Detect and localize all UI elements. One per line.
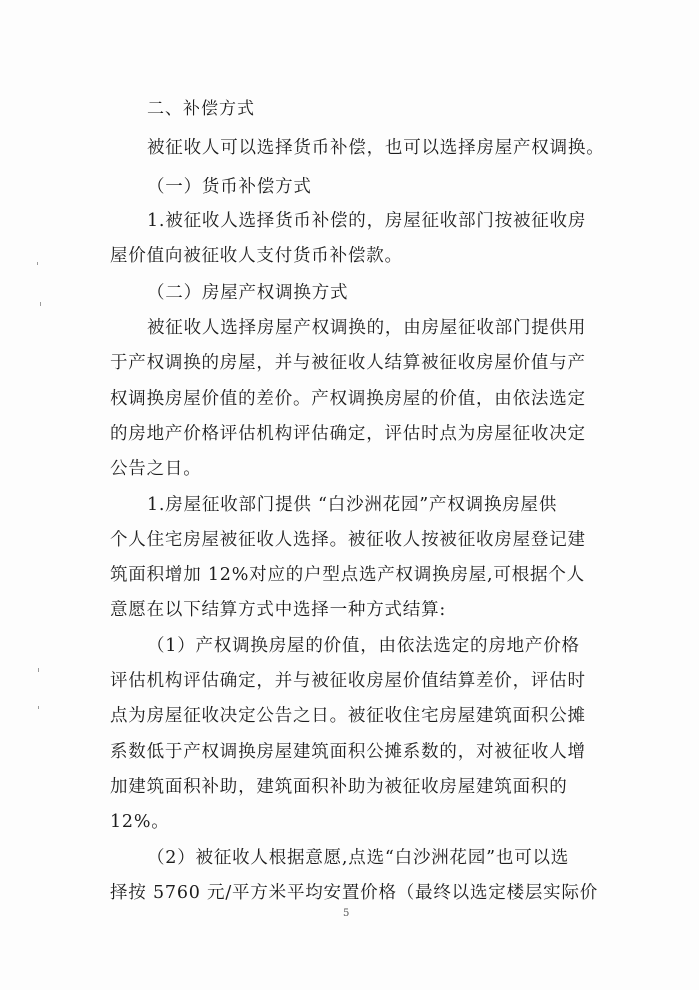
section-heading: 二、补偿方式: [147, 99, 255, 119]
paragraph-line: 被征收人可以选择货币补偿，也可以选择房屋产权调换。: [147, 138, 605, 158]
paragraph-line: 屋价值向被征收人支付货币补偿款。: [110, 246, 403, 266]
paragraph-line: 权调换房屋价值的差价。产权调换房屋的价值，由依法选定: [110, 389, 586, 409]
scan-mark: [38, 668, 39, 672]
paragraph-line: 被征收人选择房屋产权调换的，由房屋征收部门提供用: [147, 318, 587, 338]
paragraph-line: 公告之日。: [110, 459, 202, 479]
paragraph-line: 的房地产价格评估机构评估确定，评估时点为房屋征收决定: [110, 424, 586, 444]
paragraph-line: 择按 5760 元/平方米平均安置价格（最终以选定楼层实际价: [110, 883, 599, 903]
paragraph-line: （2）被征收人根据意愿,点选“白沙洲花园”也可以选: [147, 848, 570, 868]
paragraph-line: 系数低于产权调换房屋建筑面积公摊系数的，对被征收人增: [110, 742, 586, 762]
page-number: 5: [343, 908, 350, 919]
subheading-property-exchange: （二）房屋产权调换方式: [147, 283, 349, 303]
paragraph-line: 意愿在以下结算方式中选择一种方式结算:: [110, 600, 447, 620]
scan-mark: [37, 262, 38, 265]
paragraph-line: 12%。: [110, 812, 170, 832]
paragraph-line: 加建筑面积补助，建筑面积补助为被征收房屋建筑面积的: [110, 777, 568, 797]
paragraph-line: 点为房屋征收决定公告之日。被征收住宅房屋建筑面积公摊: [110, 706, 586, 726]
scan-mark: [40, 302, 41, 306]
paragraph-line: 1.房屋征收部门提供 “白沙洲花园”产权调换房屋供: [147, 495, 558, 515]
subheading-currency-compensation: （一）货币补偿方式: [147, 177, 312, 197]
paragraph-line: 筑面积增加 12%对应的户型点选产权调换房屋,可根据个人: [110, 565, 585, 585]
paragraph-line: 于产权调换的房屋，并与被征收人结算被征收房屋价值与产: [110, 353, 586, 373]
paragraph-line: （1）产权调换房屋的价值，由依法选定的房地产价格: [147, 636, 580, 656]
paragraph-line: 评估机构评估确定，并与被征收房屋价值结算差价，评估时: [110, 671, 586, 691]
paragraph-line: 1.被征收人选择货币补偿的，房屋征收部门按被征收房: [147, 211, 587, 231]
paragraph-line: 个人住宅房屋被征收人选择。被征收人按被征收房屋登记建: [110, 530, 586, 550]
scan-mark: [38, 706, 39, 709]
